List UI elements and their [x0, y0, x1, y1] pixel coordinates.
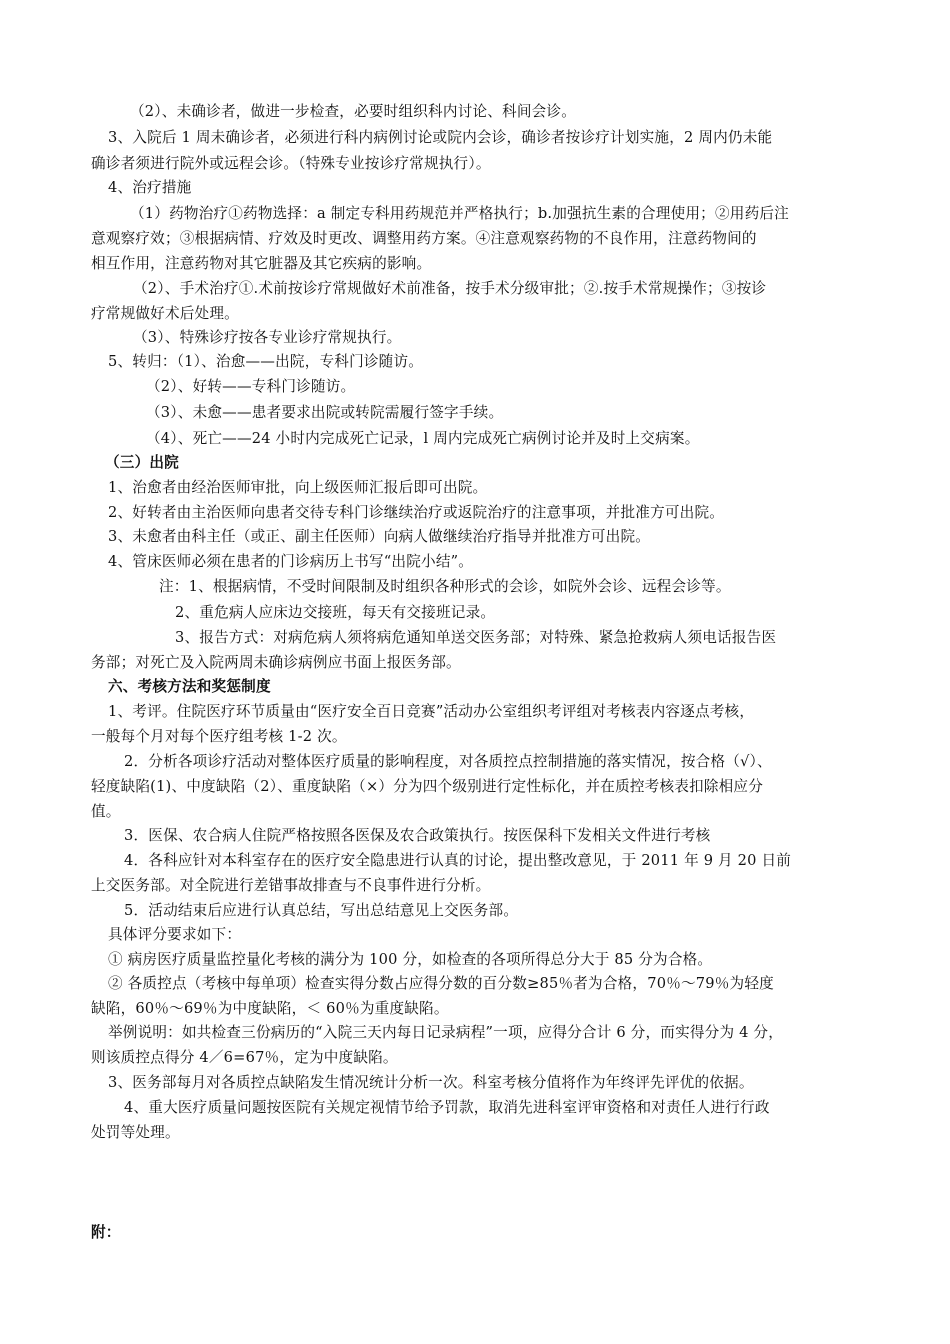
text-line: 则该质控点得分 4／6=67％，定为中度缺陷。 [91, 1049, 398, 1066]
text-line: 4、重大医疗质量问题按医院有关规定视情节给予罚款，取消先进科室评审资格和对责任人进行行政 [124, 1099, 770, 1116]
text-line: 务部；对死亡及入院两周未确诊病例应书面上报医务部。 [91, 654, 461, 671]
note-line: 2、重危病人应床边交接班，每天有交接班记录。 [175, 604, 496, 621]
text-line: 5、转归：（1）、治愈——出院，专科门诊随访。 [108, 353, 424, 370]
section-heading: 六、考核方法和奖惩制度 [108, 678, 271, 695]
text-line: ① 病房医疗质量监控量化考核的满分为 100 分，如检查的各项所得总分大于 85 分为合格。 [108, 951, 713, 968]
note-line: 注：1、根据病情，不受时间限制及时组织各种形式的会诊，如院外会诊、远程会诊等。 [159, 578, 731, 595]
text-line: 一般每个月对每个医疗组考核 1-2 次。 [91, 728, 347, 745]
text-line: 3、医务部每月对各质控点缺陷发生情况统计分析一次。科室考核分值将作为年终评先评优的依据。 [108, 1074, 754, 1091]
appendix-label: 附： [91, 1224, 121, 1241]
text-line: 相互作用，注意药物对其它脏器及其它疾病的影响。 [91, 255, 432, 272]
text-line: 3．医保、农合病人住院严格按照各医保及农合政策执行。按医保科下发相关文件进行考核 [124, 827, 711, 844]
text-line: 4．各科应针对本科室存在的医疗安全隐患进行认真的讨论，提出整改意见，于 2011 年 9 月 20 日前 [124, 852, 792, 869]
text-line: 确诊者须进行院外或远程会诊。（特殊专业按诊疗常规执行）。 [91, 155, 491, 172]
text-line: 缺陷，60％～69％为中度缺陷，＜ 60％为重度缺陷。 [91, 1000, 449, 1017]
text-line: 处罚等处理。 [91, 1124, 180, 1141]
text-line: 1、考评。住院医疗环节质量由“医疗安全百日竞赛”活动办公室组织考评组对考核表内容逐点考核， [108, 703, 755, 720]
text-line: 上交医务部。对全院进行差错事故排查与不良事件进行分析。 [91, 877, 491, 894]
text-line: 4、管床医师必须在患者的门诊病历上书写“出院小结”。 [108, 553, 474, 570]
note-line: 3、报告方式：对病危病人须将病危通知单送交医务部；对特殊、紧急抢救病人须电话报告医 [175, 629, 777, 646]
text-line: （2）、好转——专科门诊随访。 [146, 378, 356, 395]
text-line: 疗常规做好术后处理。 [91, 305, 239, 322]
text-line: 轻度缺陷(1)、中度缺陷（2）、重度缺陷（×）分为四个级别进行定性标化，并在质控考核表扣除相应分 [91, 778, 764, 795]
text-line: 意观察疗效；③根据病情、疗效及时更改、调整用药方案。④注意观察药物的不良作用，注意药物间的 [91, 230, 757, 247]
text-line: （3）、未愈——患者要求出院或转院需履行签字手续。 [146, 404, 504, 421]
text-line: 3、未愈者由科主任（或正、副主任医师）向病人做继续治疗指导并批准方可出院。 [108, 528, 651, 545]
text-line: 2、好转者由主治医师向患者交待专科门诊继续治疗或返院治疗的注意事项，并批准方可出院。 [108, 504, 725, 521]
text-line: 3、入院后 1 周未确诊者，必须进行科内病例讨论或院内会诊，确诊者按诊疗计划实施，2 周内仍未能 [108, 129, 773, 146]
text-line: 具体评分要求如下： [108, 926, 242, 943]
text-line: 1、治愈者由经治医师审批，向上级医师汇报后即可出院。 [108, 479, 488, 496]
text-line: （2）、未确诊者，做进一步检查，必要时组织科内讨论、科间会诊。 [130, 103, 577, 120]
text-line: （4）、死亡——24 小时内完成死亡记录，l 周内完成死亡病例讨论并及时上交病案。 [146, 430, 700, 447]
section-heading: 4、治疗措施 [108, 179, 192, 196]
text-line: （3）、特殊诊疗按各专业诊疗常规执行。 [133, 329, 402, 346]
text-line: （2）、手术治疗①.术前按诊疗常规做好术前准备，按手术分级审批；②.按手术常规操作；③按诊 [133, 280, 767, 297]
text-line: 2．分析各项诊疗活动对整体医疗质量的影响程度，对各质控点控制措施的落实情况，按合格（√）、 [124, 753, 772, 770]
text-line: ② 各质控点（考核中每单项）检查实得分数占应得分数的百分数≥85％者为合格，70％～79％为轻度 [108, 975, 774, 992]
text-line: 举例说明：如共检查三份病历的“入院三天内每日记录病程”一项，应得分合计 6 分，而实得分为 4 分， [108, 1024, 783, 1041]
text-line: （1）药物治疗①药物选择：a 制定专科用药规范并严格执行；b.加强抗生素的合理使用；②用药后注 [130, 205, 789, 222]
text-line: 5．活动结束后应进行认真总结，写出总结意见上交医务部。 [124, 902, 519, 919]
text-line: 值。 [91, 803, 121, 820]
section-heading: （三）出院 [105, 454, 179, 471]
